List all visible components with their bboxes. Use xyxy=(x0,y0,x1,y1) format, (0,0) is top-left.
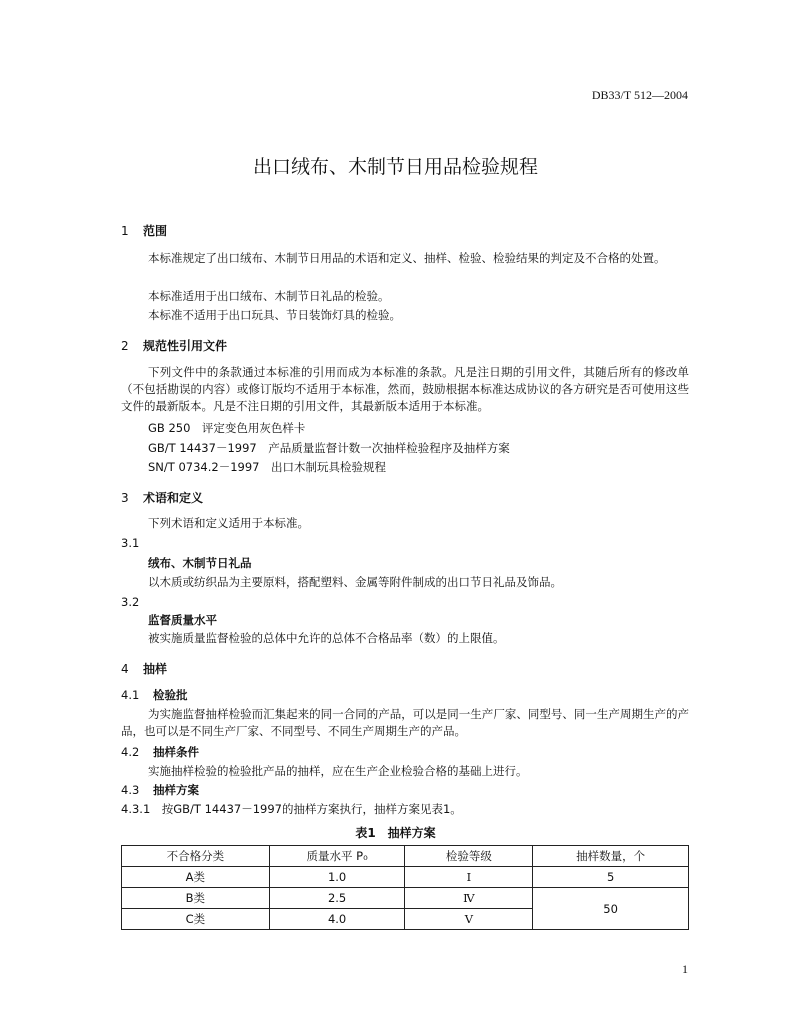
subsection-4-1-para: 为实施监督抽样检验而汇集起来的同一合同的产品，可以是同一生产厂家、同型号、同一生产周期生产的产品，也可以是不同生产厂家、不同型号、不同生产周期生产的产品。 xyxy=(121,707,689,738)
reference-3: SN/T 0734.2－1997 出口木制玩具检验规程 xyxy=(148,460,386,474)
subsection-number: 4.1 xyxy=(121,688,140,702)
section-number: 3 xyxy=(121,491,129,505)
subsection-title: 检验批 xyxy=(153,688,188,702)
table-cell: B类 xyxy=(122,888,270,909)
reference-1: GB 250 评定变色用灰色样卡 xyxy=(148,421,306,435)
subsection-title: 抽样方案 xyxy=(153,783,199,797)
section-number: 2 xyxy=(121,339,129,353)
section-title: 术语和定义 xyxy=(143,491,204,505)
sampling-plan-table xyxy=(121,845,689,930)
term-1-number: 3.1 xyxy=(121,536,140,550)
table-cell: 2.5 xyxy=(269,888,405,909)
column-header: 不合格分类 xyxy=(122,846,270,867)
term-2-number: 3.2 xyxy=(121,595,140,609)
table-cell: Ⅴ xyxy=(405,909,533,930)
table-cell: 1.0 xyxy=(269,867,405,888)
section-number: 4 xyxy=(121,662,129,676)
column-header: 抽样数量，个 xyxy=(533,846,689,867)
section-1-para-2: 本标准适用于出口绒布、木制节日礼品的检验。 xyxy=(148,289,390,303)
section-3-para-1: 下列术语和定义适用于本标准。 xyxy=(148,516,309,530)
column-header: 检验等级 xyxy=(405,846,533,867)
clause-4-3-1: 4.3.1 按GB/T 14437－1997的抽样方案执行，抽样方案见表1。 xyxy=(121,802,462,816)
subsection-4-2-para: 实施抽样检验的检验批产品的抽样，应在生产企业检验合格的基础上进行。 xyxy=(148,764,528,778)
section-title: 规范性引用文件 xyxy=(143,339,228,353)
table-cell: 4.0 xyxy=(269,909,405,930)
table-cell: 5 xyxy=(533,867,689,888)
term-2-definition: 被实施质量监督检验的总体中允许的总体不合格品率（数）的上限值。 xyxy=(148,631,505,645)
section-1-para-3: 本标准不适用于出口玩具、节日装饰灯具的检验。 xyxy=(148,308,401,322)
section-1-para-1: 本标准规定了出口绒布、木制节日用品的术语和定义、抽样、检验、检验结果的判定及不合格的处置。 xyxy=(148,251,666,265)
term-2-title: 监督质量水平 xyxy=(148,613,217,627)
section-4-heading xyxy=(121,660,167,677)
subsection-number: 4.3 xyxy=(121,783,140,797)
section-number: 1 xyxy=(121,224,129,238)
table-row xyxy=(122,888,689,909)
section-title: 范围 xyxy=(143,224,168,238)
table-cell: A类 xyxy=(122,867,270,888)
section-title: 抽样 xyxy=(143,662,168,676)
table-header-row xyxy=(122,846,689,867)
section-2-heading xyxy=(121,337,227,354)
column-header: 质量水平 P₀ xyxy=(269,846,405,867)
reference-2: GB/T 14437－1997 产品质量监督计数一次抽样检验程序及抽样方案 xyxy=(148,441,510,455)
table-cell: C类 xyxy=(122,909,270,930)
table-cell: 50 xyxy=(533,888,689,930)
subsection-title: 抽样条件 xyxy=(153,745,199,759)
document-title: 出口绒布、木制节日用品检验规程 xyxy=(252,156,538,178)
page-number: 1 xyxy=(682,962,688,976)
subsection-4-2-heading xyxy=(121,744,199,760)
standard-code: DB33/T 512—2004 xyxy=(591,88,688,102)
table-cell: Ⅰ xyxy=(405,867,533,888)
section-1-heading xyxy=(121,222,167,239)
section-3-heading xyxy=(121,489,203,506)
term-1-title: 绒布、木制节日礼品 xyxy=(148,556,252,570)
table-row xyxy=(122,867,689,888)
section-2-para-1: 下列文件中的条款通过本标准的引用而成为本标准的条款。凡是注日期的引用文件，其随后所有的修改单（不包括勘误的内容）或修订版均不适用于本标准，然而，鼓励根据本标准达成协议的各方研究是否可使用这些文件的最新版本。凡是不注日期的引用文件，其最新版本适用于本标准。 xyxy=(121,365,689,413)
table-cell: Ⅳ xyxy=(405,888,533,909)
term-1-definition: 以木质或纺织品为主要原料，搭配塑料、金属等附件制成的出口节日礼品及饰品。 xyxy=(148,575,562,589)
subsection-4-1-heading xyxy=(121,687,188,703)
subsection-number: 4.2 xyxy=(121,745,140,759)
subsection-4-3-heading xyxy=(121,782,199,798)
table-caption: 表1 抽样方案 xyxy=(355,826,436,840)
